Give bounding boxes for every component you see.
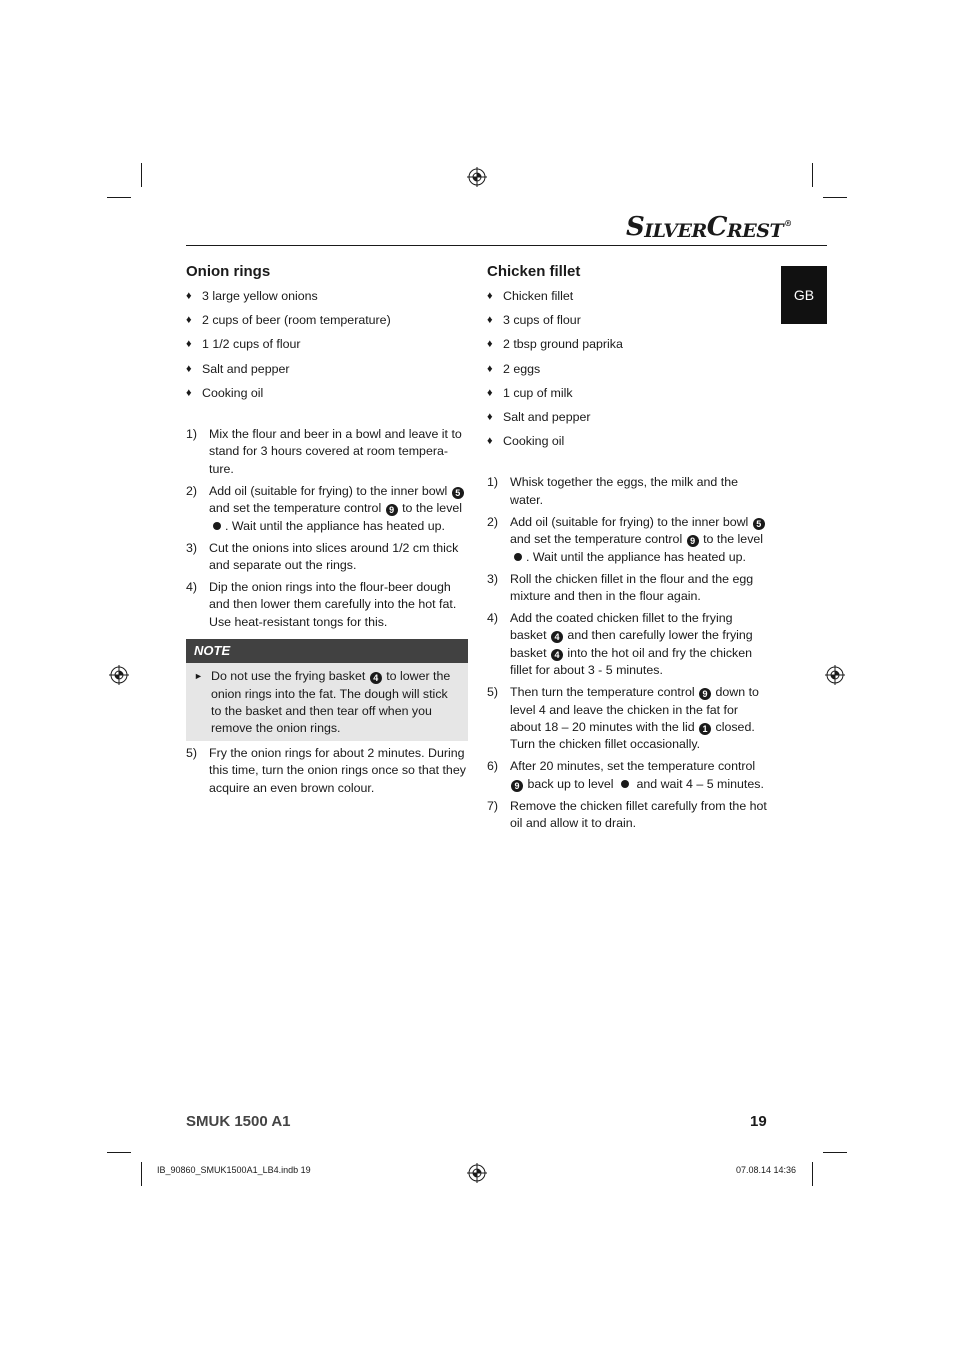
part-number-icon: 9 (687, 535, 699, 547)
registration-mark-icon (109, 665, 129, 685)
list-item: ♦ 1 1/2 cups of flour (186, 336, 470, 353)
diamond-bullet-icon: ♦ (186, 362, 192, 375)
diamond-bullet-icon: ♦ (186, 386, 192, 399)
registration-mark-icon (467, 167, 487, 187)
part-number-icon: 5 (753, 518, 765, 530)
step-list (186, 745, 470, 797)
model-name: SMUK 1500 A1 (186, 1113, 291, 1130)
part-number-icon: 4 (551, 649, 563, 661)
step-item: 2) Add oil (suitable for frying) to the inner bowl 5 and set the temperature control 9 to the level . Wait until the appliance has heated up. (487, 514, 764, 564)
step-list (487, 474, 769, 832)
logo-part: S (626, 212, 645, 242)
part-number-icon: 5 (452, 487, 464, 499)
part-number-icon: 9 (511, 780, 523, 792)
diamond-bullet-icon: ♦ (487, 338, 493, 351)
diamond-bullet-icon: ♦ (186, 290, 192, 302)
crop-mark (812, 163, 813, 187)
level-dot-icon (514, 553, 522, 561)
logo-part: C (706, 212, 727, 242)
print-timestamp: 07.08.14 14:36 (736, 1165, 797, 1175)
note-heading: NOTE (186, 639, 468, 663)
note-body: ► Do not use the frying basket 4 to lower the onion rings into the fat. The dough will stick to the basket and then tear off when you remove the onion rings. (186, 663, 468, 741)
diamond-bullet-icon: ♦ (487, 362, 493, 375)
list-item: ♦ 3 cups of flour (487, 312, 769, 329)
step-item: 3) Cut the onions into slices around 1/2 cm thick and separate out the rings. (186, 540, 459, 573)
diamond-bullet-icon: ♦ (487, 435, 493, 448)
list-item: ♦ 1 cup of milk (487, 385, 769, 402)
language-tab: GB (781, 266, 827, 324)
step-item: 4) Dip the onion rings into the flour-beer dough and then lower them carefully into the hot fat. Use heat-resistant tongs for this. (186, 580, 457, 629)
registration-mark-icon (467, 1163, 487, 1183)
note-box (186, 639, 468, 741)
brand-logo (626, 212, 792, 242)
crop-mark (141, 163, 142, 187)
crop-mark (141, 1162, 142, 1186)
diamond-bullet-icon: ♦ (487, 314, 493, 327)
step-item: 2) Add oil (suitable for frying) to the inner bowl 5 and set the temperature control 9 to the level . Wait until the appliance has heated up. (186, 483, 463, 533)
diamond-bullet-icon: ♦ (487, 290, 493, 302)
part-number-icon: 1 (699, 723, 711, 735)
print-file-name: IB_90860_SMUK1500A1_LB4.indb 19 (157, 1165, 311, 1175)
step-item: 1) Whisk together the eggs, the milk and the water. (487, 475, 738, 507)
logo-part: ILVER (644, 220, 707, 242)
list-item: ♦ Cooking oil (186, 385, 470, 402)
list-item: ♦ Cooking oil (487, 433, 769, 450)
step-list (186, 426, 470, 631)
ingredient-list (186, 288, 470, 402)
page-number: 19 (750, 1113, 767, 1130)
part-number-icon: 9 (699, 688, 711, 700)
list-item: ♦ 2 cups of beer (room temperature) (186, 312, 470, 329)
list-item: ♦ 2 tbsp ground paprika (487, 336, 769, 353)
level-dot-icon (621, 780, 629, 788)
logo-part: ® (784, 218, 792, 228)
step-item: 1) Mix the flour and beer in a bowl and leave it to stand for 3 hours covered at room tempera-ture. (186, 427, 462, 476)
diamond-bullet-icon: ♦ (487, 386, 493, 399)
step-item: 3) Roll the chicken fillet in the flour and the egg mixture and then in the flour again. (487, 571, 754, 604)
crop-mark (812, 1162, 813, 1186)
crop-mark (823, 1152, 847, 1153)
diamond-bullet-icon: ♦ (186, 314, 192, 327)
arrow-bullet-icon: ► (194, 671, 203, 682)
step-item: 5) Fry the onion rings for about 2 minutes. During this time, turn the onion rings once so that they acquire an even brown colour. (186, 745, 466, 795)
level-dot-icon (213, 522, 221, 530)
part-number-icon: 4 (370, 672, 382, 684)
diamond-bullet-icon: ♦ (186, 338, 192, 351)
crop-mark (823, 197, 847, 198)
chicken-fillet-section (487, 262, 769, 837)
list-item: ♦ 3 large yellow onions (186, 288, 470, 305)
step-item: 5) Then turn the temperature control 9 down to level 4 and leave the chicken in the fat for about 18 – 20 minutes with the lid 1 closed. Turn the chicken fillet occasionally. (487, 685, 759, 752)
step-item: 7) Remove the chicken fillet carefully from the hot oil and allow it to drain. (487, 798, 767, 831)
ingredient-list (487, 288, 769, 451)
diamond-bullet-icon: ♦ (487, 411, 493, 424)
crop-mark (107, 197, 131, 198)
step-item: 6) After 20 minutes, set the temperature control 9 back up to level and wait 4 – 5 minutes. (487, 759, 764, 791)
onion-rings-section (186, 262, 470, 802)
registration-mark-icon (825, 665, 845, 685)
list-item: ♦ Chicken fillet (487, 288, 769, 305)
list-item: ♦ Salt and pepper (186, 361, 470, 378)
section-title: Onion rings (186, 263, 271, 280)
logo-part: REST (727, 220, 784, 242)
part-number-icon: 4 (551, 631, 563, 643)
crop-mark (107, 1152, 131, 1153)
header-rule (186, 245, 827, 246)
section-title: Chicken fillet (487, 263, 581, 280)
list-item: ♦ Salt and pepper (487, 409, 769, 426)
list-item: ♦ 2 eggs (487, 361, 769, 378)
part-number-icon: 9 (386, 504, 398, 516)
step-item: 4) Add the coated chicken fillet to the frying basket 4 and then carefully lower the frying basket 4 into the hot oil and fry the chicken fillet for about 3 - 5 minutes. (487, 611, 753, 678)
